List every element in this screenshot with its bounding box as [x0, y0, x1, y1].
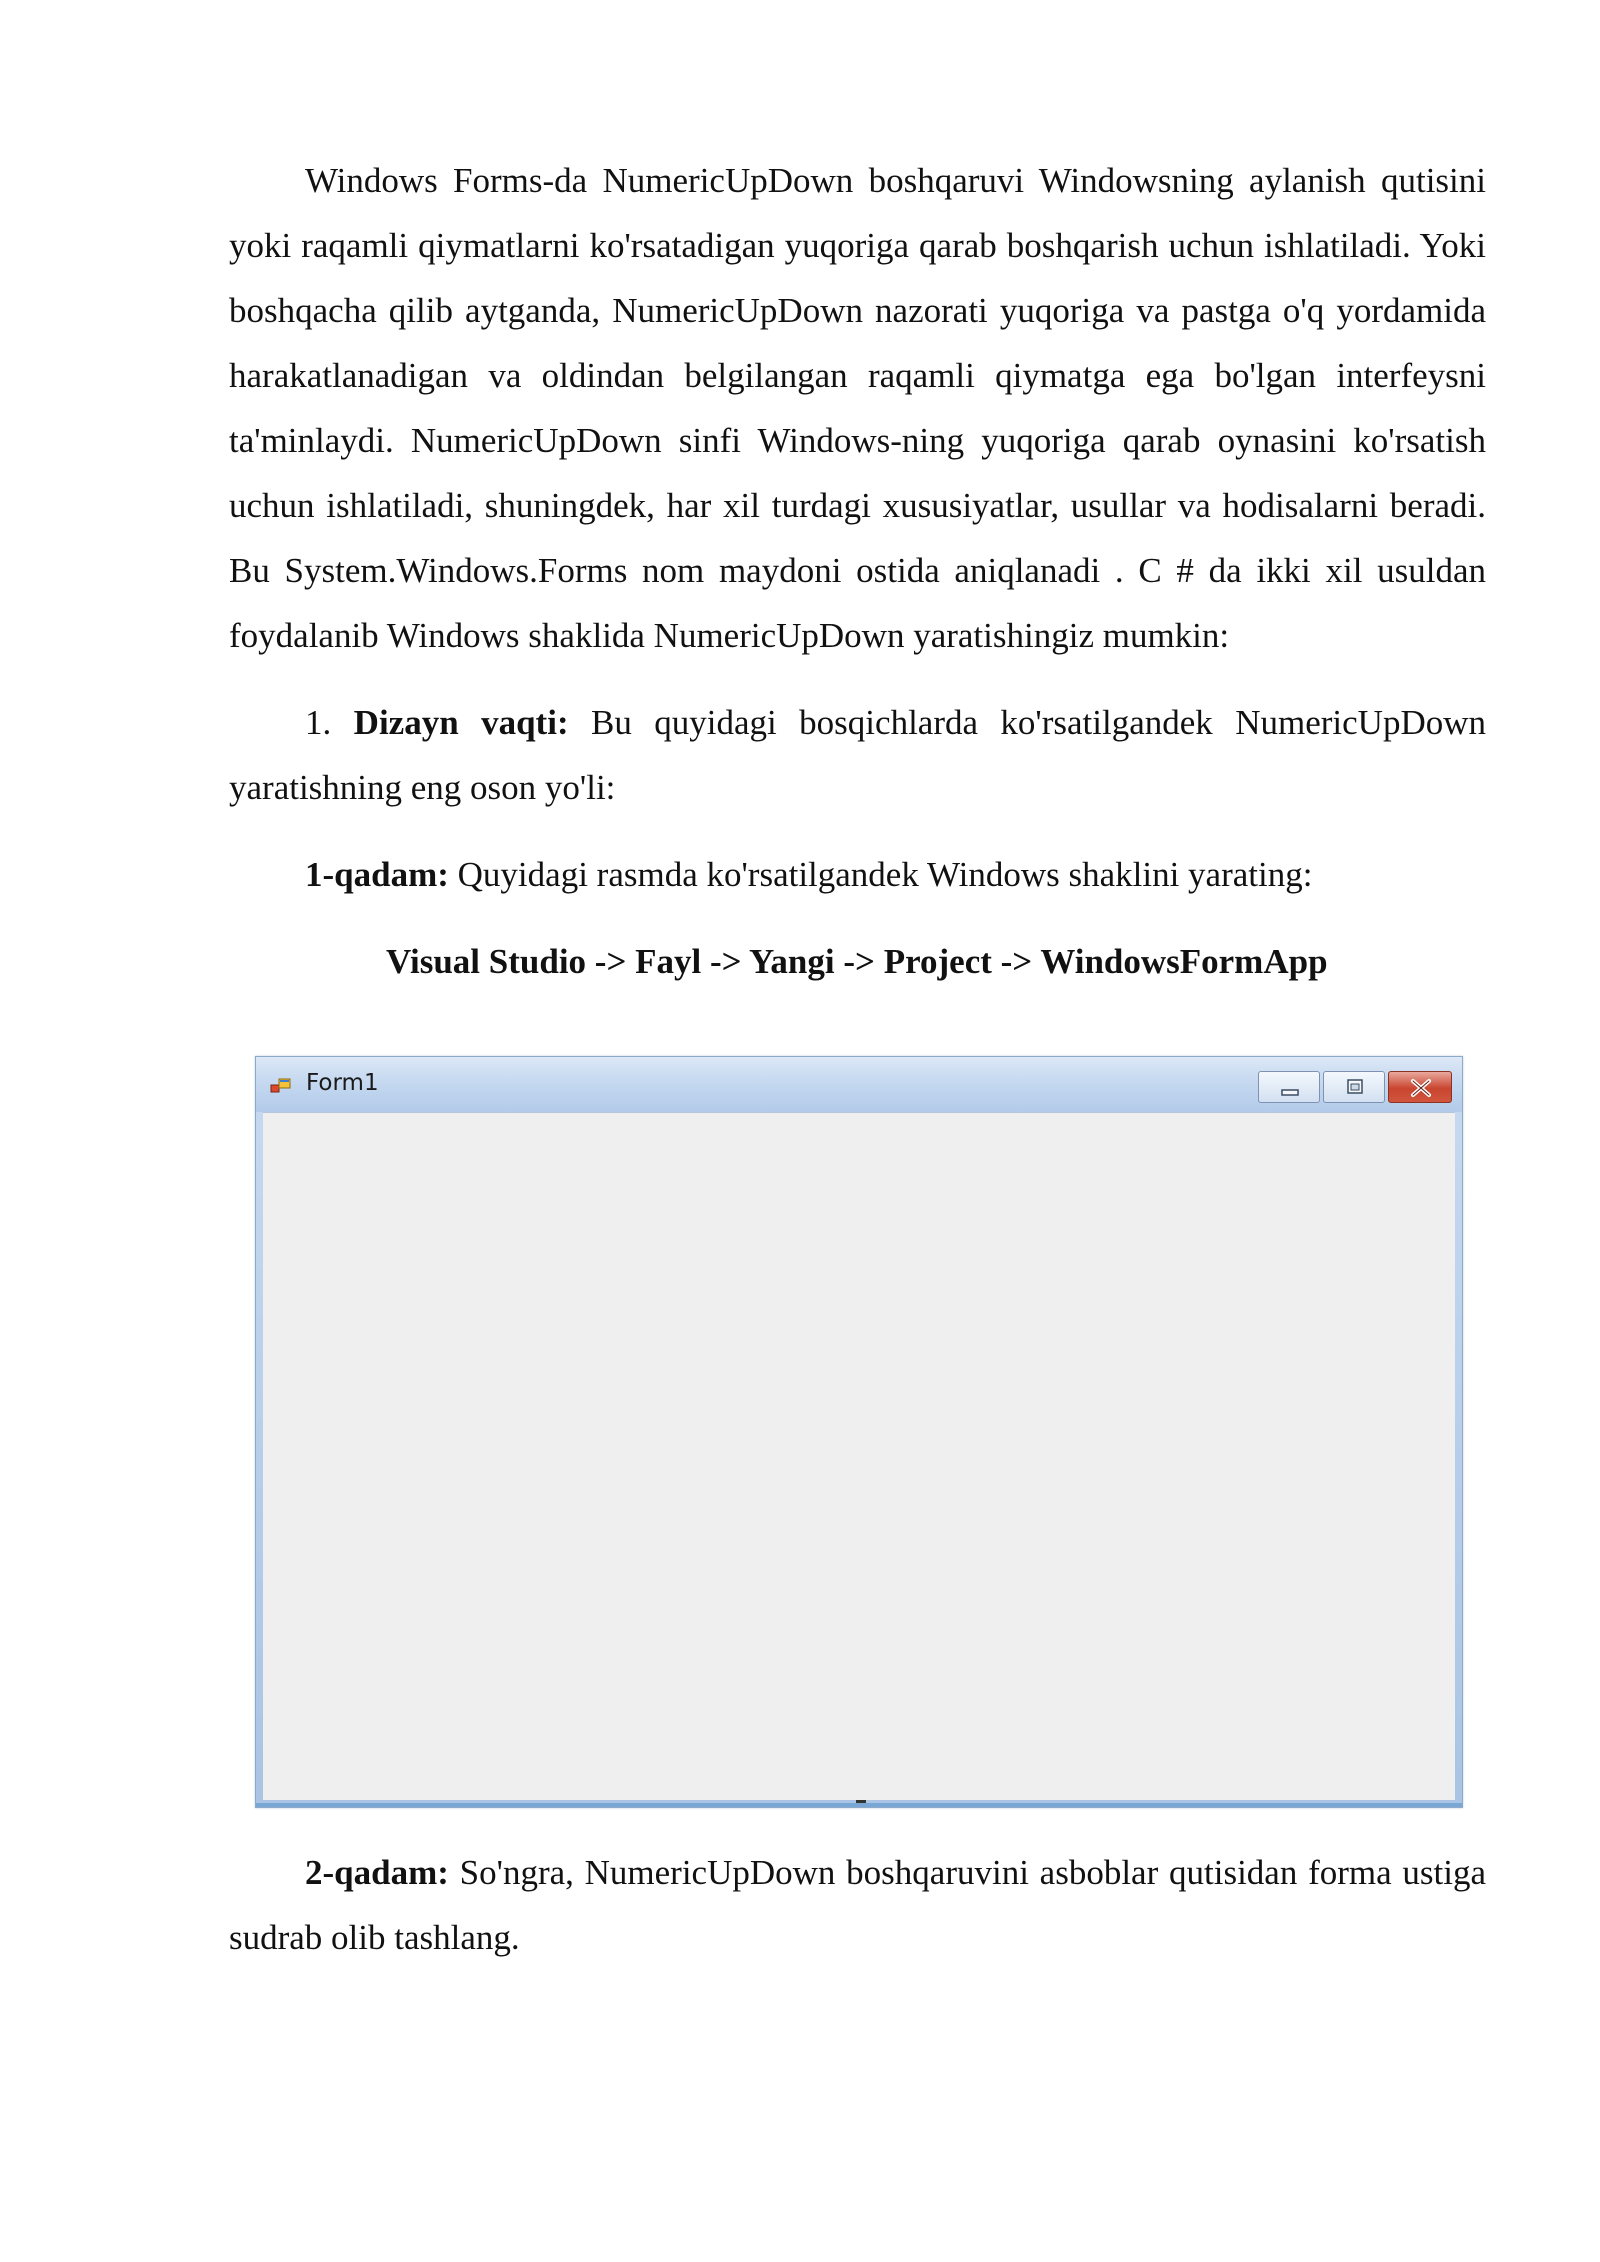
document-page — [229, 148, 1486, 994]
window-controls — [1255, 1071, 1452, 1105]
step1-paragraph — [229, 842, 1486, 907]
minimize-icon — [1259, 1072, 1321, 1104]
form1-window-screenshot — [255, 1056, 1463, 1808]
step1-label: 1-qadam: — [305, 855, 449, 894]
design-text: Bu quyidagi bosqichlarda ko'rsatilgandek NumericUpDown yaratishning eng oson yo'li: — [229, 703, 1486, 807]
design-time-paragraph — [229, 690, 1486, 820]
document-page-continued — [229, 1840, 1486, 1970]
close-icon — [1389, 1072, 1453, 1104]
intro-paragraph: Windows Forms-da NumericUpDown boshqaruvi Windowsning aylanish qutisini yoki raqamli qiymatlarni ko'rsatadigan yuqoriga qarab boshqarish uchun ishlatiladi. Yoki boshqacha qilib aytganda, NumericUpDown nazorati yuqoriga va pastga o'q yordamida harakatlanadigan va oldindan belgilangan raqamli qiymatga ega bo'lgan interfeysni ta'minlaydi. NumericUpDown sinfi Windows-ning yuqoriga qarab oynasini ko'rsatish uchun ishlatiladi, shuningdek, har xil turdagi xususiyatlar, usullar va hodisalarni beradi. Bu System.Windows.Forms nom maydoni ostida aniqlanadi . C # da ikki xil usuldan foydalanib Windows shaklida NumericUpDown yaratishingiz mumkin: — [229, 161, 1486, 655]
maximize-icon — [1324, 1072, 1386, 1104]
form-app-icon — [270, 1077, 292, 1097]
step2-paragraph — [229, 1840, 1486, 1970]
close-button[interactable] — [1388, 1071, 1452, 1103]
window-bottom-border — [256, 1803, 1462, 1807]
window-titlebar — [256, 1057, 1462, 1112]
maximize-button[interactable] — [1323, 1071, 1385, 1103]
step2-text: So'ngra, NumericUpDown boshqaruvini asboblar qutisidan forma ustiga sudrab olib tashlang. — [229, 1853, 1487, 1957]
design-label: Dizayn vaqti: — [353, 703, 569, 742]
window-title: Form1 — [306, 1070, 379, 1096]
step1-text: Quyidagi rasmda ko'rsatilgandek Windows shaklini yarating: — [457, 855, 1313, 894]
menu-path: Visual Studio -> Fayl -> Yangi -> Project -> WindowsFormApp — [386, 942, 1328, 981]
design-number: 1. — [305, 703, 332, 742]
minimize-button[interactable] — [1258, 1071, 1320, 1103]
form-client-area — [263, 1112, 1455, 1800]
step2-label: 2-qadam: — [305, 1853, 449, 1892]
